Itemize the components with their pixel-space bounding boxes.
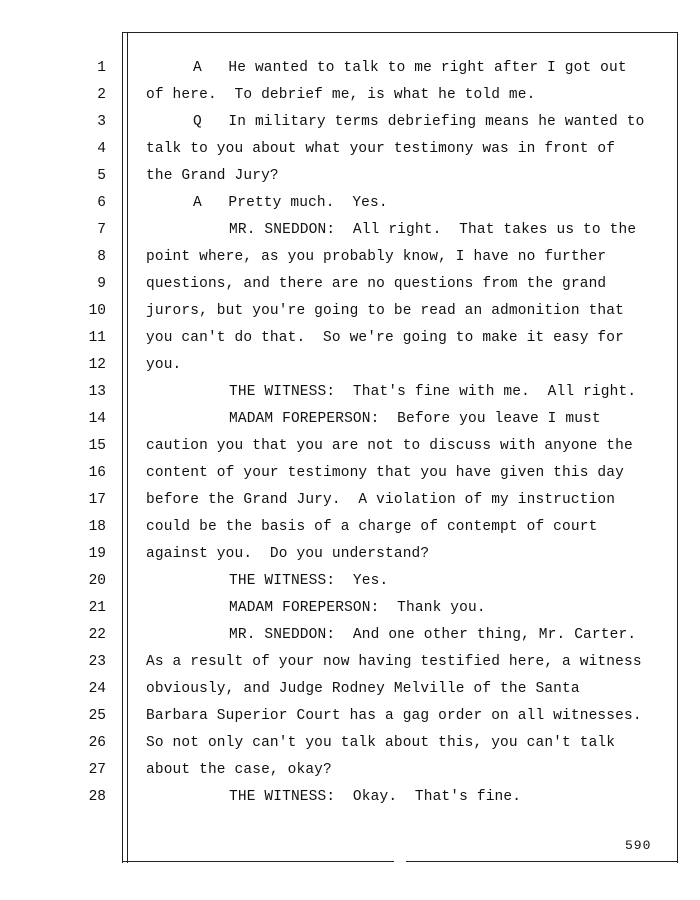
line-text: jurors, but you're going to be read an admonition that — [146, 303, 624, 319]
line-text: against you. Do you understand? — [146, 546, 430, 562]
page-frame-bottom-left — [122, 861, 394, 862]
line-text: Barbara Superior Court has a gag order on all witnesses. — [146, 708, 642, 724]
transcript-line — [0, 109, 700, 136]
line-text: you. — [146, 357, 182, 373]
line-text: MR. SNEDDON: And one other thing, Mr. Carter. — [229, 627, 637, 643]
transcript-line — [0, 487, 700, 514]
line-number: 24 — [88, 681, 106, 697]
line-text: Q In military terms debriefing means he wanted to — [193, 114, 645, 130]
transcript-line — [0, 406, 700, 433]
line-text: THE WITNESS: Okay. That's fine. — [229, 789, 522, 805]
line-number: 11 — [88, 330, 106, 346]
line-number: 27 — [88, 762, 106, 778]
transcript-line — [0, 379, 700, 406]
line-number: 28 — [88, 789, 106, 805]
line-text: questions, and there are no questions from the grand — [146, 276, 607, 292]
line-number: 7 — [97, 222, 106, 238]
transcript-line — [0, 757, 700, 784]
line-number: 17 — [88, 492, 106, 508]
line-text: A He wanted to talk to me right after I got out — [193, 60, 627, 76]
line-number: 22 — [88, 627, 106, 643]
line-text: talk to you about what your testimony was in front of — [146, 141, 616, 157]
line-number: 3 — [97, 114, 106, 130]
line-text: MADAM FOREPERSON: Before you leave I must — [229, 411, 601, 427]
line-number: 10 — [88, 303, 106, 319]
transcript-line — [0, 298, 700, 325]
line-text: point where, as you probably know, I have no further — [146, 249, 607, 265]
line-text: content of your testimony that you have given this day — [146, 465, 624, 481]
transcript-line — [0, 325, 700, 352]
line-text: As a result of your now having testified here, a witness — [146, 654, 642, 670]
line-number: 23 — [88, 654, 106, 670]
transcript-line — [0, 271, 700, 298]
line-text: of here. To debrief me, is what he told me. — [146, 87, 536, 103]
transcript-line — [0, 541, 700, 568]
transcript-line — [0, 163, 700, 190]
line-number: 6 — [97, 195, 106, 211]
transcript-line — [0, 730, 700, 757]
page-frame-bottom-right — [406, 861, 678, 862]
line-number: 8 — [97, 249, 106, 265]
line-number: 4 — [97, 141, 106, 157]
transcript-line — [0, 514, 700, 541]
line-text: MR. SNEDDON: All right. That takes us to the — [229, 222, 637, 238]
line-text: A Pretty much. Yes. — [193, 195, 388, 211]
line-text: could be the basis of a charge of contempt of court — [146, 519, 598, 535]
transcript-line — [0, 55, 700, 82]
transcript-line — [0, 190, 700, 217]
line-number: 13 — [88, 384, 106, 400]
line-number: 18 — [88, 519, 106, 535]
transcript-line — [0, 136, 700, 163]
line-number: 20 — [88, 573, 106, 589]
transcript-line — [0, 460, 700, 487]
line-number: 2 — [97, 87, 106, 103]
line-text: caution you that you are not to discuss with anyone the — [146, 438, 633, 454]
transcript-line — [0, 568, 700, 595]
transcript-line — [0, 676, 700, 703]
line-text: MADAM FOREPERSON: Thank you. — [229, 600, 486, 616]
line-number: 16 — [88, 465, 106, 481]
line-number: 9 — [97, 276, 106, 292]
line-number: 15 — [88, 438, 106, 454]
page-number: 590 — [625, 838, 652, 853]
line-text: before the Grand Jury. A violation of my instruction — [146, 492, 616, 508]
line-number: 1 — [97, 60, 106, 76]
transcript-line — [0, 82, 700, 109]
transcript-line — [0, 352, 700, 379]
transcript-line — [0, 784, 700, 811]
transcript-line — [0, 433, 700, 460]
line-number: 12 — [88, 357, 106, 373]
line-number: 19 — [88, 546, 106, 562]
line-number: 25 — [88, 708, 106, 724]
line-text: So not only can't you talk about this, you can't talk — [146, 735, 616, 751]
line-number: 21 — [88, 600, 106, 616]
line-text: you can't do that. So we're going to make it easy for — [146, 330, 624, 346]
transcript-line — [0, 649, 700, 676]
transcript-line — [0, 703, 700, 730]
transcript-line — [0, 595, 700, 622]
line-number: 14 — [88, 411, 106, 427]
line-number: 5 — [97, 168, 106, 184]
line-number: 26 — [88, 735, 106, 751]
line-text: the Grand Jury? — [146, 168, 279, 184]
transcript-line — [0, 622, 700, 649]
line-text: about the case, okay? — [146, 762, 332, 778]
line-text: THE WITNESS: Yes. — [229, 573, 389, 589]
transcript-line — [0, 217, 700, 244]
line-text: obviously, and Judge Rodney Melville of the Santa — [146, 681, 580, 697]
line-text: THE WITNESS: That's fine with me. All right. — [229, 384, 637, 400]
transcript-line — [0, 244, 700, 271]
page-frame-top — [122, 32, 678, 33]
